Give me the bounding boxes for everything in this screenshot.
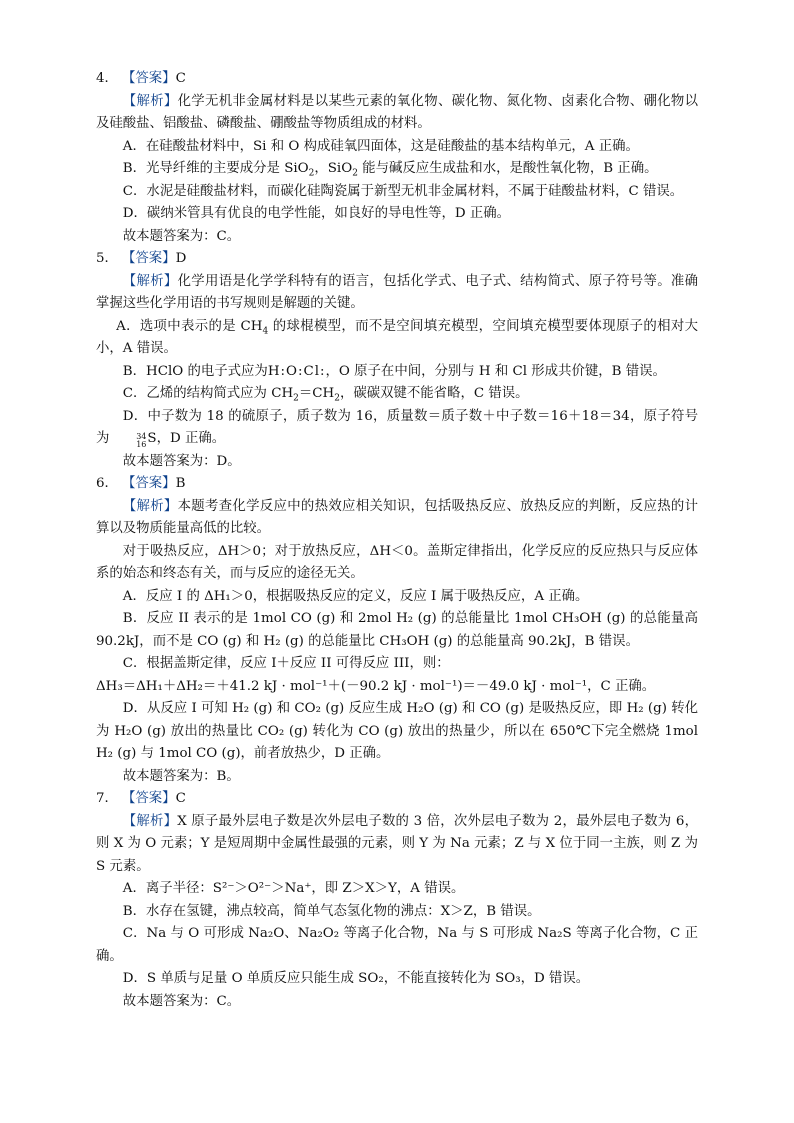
q6-equation: ΔH₃＝ΔH₁＋ΔH₂＝＋41.2 kJ · mol⁻¹＋(－90.2 kJ · mol⁻¹)＝－49.0 kJ · mol⁻¹，C 正确。: [96, 678, 656, 694]
q6-option-a: A．反应 I 的 ΔH₁＞0，根据吸热反应的定义，反应 I 属于吸热反应，A 正确。: [122, 588, 589, 604]
q7-answer: C: [175, 791, 186, 806]
q4-option-c: C．水泥是硅酸盐材料，而碳化硅陶瓷属于新型无机非金属材料，不属于硅酸盐材料，C 错误。: [122, 183, 684, 199]
q7-answer-line: [96, 788, 698, 811]
q5-d-part2: ，D 正确。: [156, 431, 226, 446]
q4-analysis-tag: 【解析】: [122, 93, 178, 109]
q4-option-d: D．碳纳米管具有优良的电学性能，如良好的导电性等，D 正确。: [122, 206, 511, 221]
q6-option-d: D．从反应 I 可知 H₂ (g) 和 CO₂ (g) 反应生成 H₂O (g) 和 CO (g) 是吸热反应，即 H₂ (g) 转化为 H₂O (g) 放出的热量比 CO₂ (g) 转化为 CO (g) 放出的热量少，所以在 650℃下完全燃烧 1mol H₂ (g) 与 1mol CO (g)，前者放热少，D 正确。: [96, 701, 698, 761]
question-6: [96, 473, 698, 788]
q5-analysis-tag: 【解析】: [122, 273, 178, 289]
q5-c-part1: C．乙烯的结构简式应为 CH: [122, 386, 294, 401]
q6-answer: B: [175, 476, 186, 491]
question-4: [96, 68, 698, 248]
q7-option-c: C．Na 与 O 可形成 Na₂O、Na₂O₂ 等离子化合物，Na 与 S 可形成 Na₂S 等离子化合物，C 正确。: [96, 926, 698, 964]
q5-atomic-number: 16: [136, 440, 147, 449]
q7-analysis-text: X 原子最外层电子数是次外层电子数的 3 倍，次外层电子数为 2，最外层电子数为 6，则 X 为 O 元素；Y 是短周期中金属性最强的元素，则 Y 为 Na 元素；Z 与 X 位于同一主族，则 Z 为 S 元素。: [96, 813, 699, 874]
q6-conclusion: 故本题答案为：B。: [122, 768, 240, 784]
q7-answer-tag: 【答案】: [122, 791, 176, 806]
q5-option-a: A．选项中表示的是 $CH_4$ 的球棍模型，而不是空间填充模型，空间填充模型要体现原子的相对大小，A 错误。: [96, 318, 698, 356]
q5-analysis: [96, 271, 698, 316]
q5-element-symbol: S: [147, 431, 157, 446]
q5-isotope-numbers: [109, 433, 146, 449]
q5-a-part2: 的球棍模型，而不是空间填充模型，空间填充模型要体现原子的相对大小，A 错误。: [96, 318, 698, 356]
q5-conclusion: 故本题答案为：D。: [122, 453, 241, 469]
q6-number: 6．: [96, 476, 118, 491]
q5-option-d: [96, 406, 698, 451]
q5-answer-line: [96, 248, 698, 271]
q5-b-part2: ，O 原子在中间，分别与 H 和 Cl 形成共价键，B 错误。: [325, 363, 666, 379]
q5-option-c: C．乙烯的结构简式应为 $CH_2=CH_2$，碳碳双键不能省略，C 错误。: [122, 386, 529, 404]
q4-number: 4．: [96, 71, 118, 86]
q6-principle: 对于吸热反应，ΔH＞0；对于放热反应，ΔH＜0。盖斯定律指出，化学反应的反应热只与反应体系的始态和终态有关，而与反应的途径无关。: [96, 543, 698, 581]
q7-number: 7．: [96, 791, 118, 806]
q4-option-b: B．光导纤维的主要成分是 SiO$_2$，SiO$_2$ 能与碱反应生成盐和水，是酸性氧化物，B 正确。: [122, 161, 658, 179]
q7-option-a: A．离子半径：S²⁻＞O²⁻＞Na⁺，即 Z＞X＞Y，A 错误。: [122, 881, 465, 896]
q5-a-part1: A．选项中表示的是 CH: [116, 318, 263, 334]
q4-option-a: A．在硅酸盐材料中，Si 和 O 构成硅氧四面体，这是硅酸盐的基本结构单元，A 正确。: [122, 138, 639, 154]
q6-analysis-tag: 【解析】: [122, 498, 178, 514]
q5-answer-tag: 【答案】: [122, 251, 176, 266]
q4-answer-tag: 【答案】: [122, 71, 176, 86]
q4-answer-line: [96, 68, 698, 91]
q4-b-part3: 能与碱反应生成盐和水，是酸性氧化物，B 正确。: [357, 161, 658, 176]
q6-answer-line: [96, 473, 698, 496]
q6-option-c: C．根据盖斯定律，反应 I＋反应 II 可得反应 III，则：: [122, 656, 450, 671]
q5-analysis-text: 化学用语是化学学科特有的语言，包括化学式、电子式、结构简式、原子符号等。准确掌握这些化学用语的书写规则是解题的关键。: [96, 273, 698, 311]
q4-b-part2: ，SiO: [314, 161, 353, 176]
q5-answer: D: [175, 251, 187, 266]
q4-conclusion: 故本题答案为：C。: [122, 228, 241, 244]
q5-d-part1: D．中子数为 18 的硫原子，质子数为 16，质量数＝质子数＋中子数＝16＋18＝34，原子符号为: [96, 408, 698, 446]
q7-conclusion: 故本题答案为：C。: [122, 993, 241, 1009]
question-5: [96, 248, 698, 473]
q5-c-part3: ，碳碳双键不能省略，C 错误。: [339, 386, 529, 401]
q5-c-part2: ＝CH: [298, 386, 335, 401]
q5-electron-formula: H:O:Cl:: [267, 363, 326, 379]
q4-analysis: [96, 91, 698, 136]
q5-option-b: [96, 361, 698, 384]
q5-b-part1: B．HClO 的电子式应为: [122, 363, 268, 379]
q7-analysis-tag: 【解析】: [122, 813, 178, 829]
q4-b-part1: B．光导纤维的主要成分是 SiO: [122, 161, 309, 176]
q7-analysis: [96, 811, 698, 879]
q5-mass-number: 34: [136, 432, 147, 441]
question-7: [96, 788, 698, 1013]
q7-option-d: D．S 单质与足量 O 单质反应只能生成 SO₂，不能直接转化为 SO₃，D 错误。: [122, 971, 590, 986]
q6-option-b: B．反应 II 表示的是 1mol CO (g) 和 2mol H₂ (g) 的总能量比 1mol CH₃OH (g) 的总能量高 90.2kJ，而不是 CO (g) 和 H₂ (g) 的总能量比 CH₃OH (g) 的总能量高 90.2kJ，B 错误。: [96, 611, 698, 649]
q4-analysis-text: 化学无机非金属材料是以某些元素的氧化物、碳化物、氮化物、卤素化合物、硼化物以及硅酸盐、铝酸盐、磷酸盐、硼酸盐等物质组成的材料。: [96, 93, 698, 131]
q6-analysis: [96, 496, 698, 541]
document-page: [96, 68, 698, 1013]
q6-answer-tag: 【答案】: [122, 476, 176, 491]
q7-option-b: B．水存在氢键，沸点较高，简单气态氢化物的沸点：X＞Z，B 错误。: [122, 903, 541, 919]
q5-number: 5．: [96, 251, 118, 266]
q4-answer: C: [175, 71, 186, 86]
q6-analysis-text: 本题考查化学反应中的热效应相关知识，包括吸热反应、放热反应的判断，反应热的计算以及物质能量高低的比较。: [96, 498, 698, 536]
